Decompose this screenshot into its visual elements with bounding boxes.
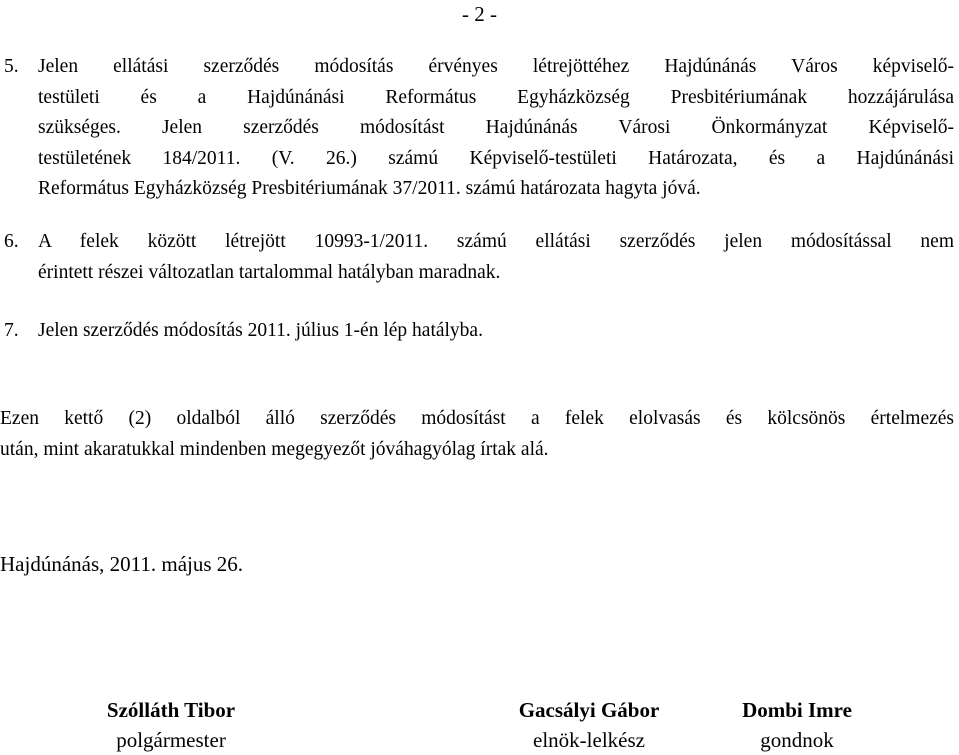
- signature-block: [86, 695, 256, 755]
- signature-block: [494, 695, 684, 755]
- item-number: 6.: [4, 231, 19, 252]
- text-line: érintett részei változatlan tartalommal hatályban maradnak.: [38, 261, 501, 283]
- item-number: 7.: [4, 320, 19, 341]
- signer-role: elnök-lelkész: [533, 728, 645, 752]
- item-text: [38, 227, 954, 288]
- list-item: [4, 316, 954, 347]
- signature-block: [722, 695, 872, 755]
- signer-role: polgármester: [116, 728, 226, 752]
- signer-name: Gacsályi Gábor: [518, 698, 660, 722]
- text-line: Jelen ellátási szerződés módosítás érvényes létrejöttéhez Hajdúnánás Város képviselő-: [38, 56, 954, 77]
- place-date: Hajdúnánás, 2011. május 26.: [0, 552, 244, 576]
- page-number: - 2 -: [462, 2, 497, 26]
- text-line: A felek között létrejött 10993-1/2011. számú ellátási szerződés jelen módosítással nem: [38, 231, 954, 252]
- text-line: Református Egyházközség Presbitériumának 37/2011. számú határozata hagyta jóvá.: [38, 178, 701, 199]
- signer-name: Dombi Imre: [742, 698, 852, 722]
- text-line: testületi és a Hajdúnánási Református Egyházközség Presbitériumának hozzájárulása: [38, 86, 954, 108]
- item-text: [38, 52, 954, 205]
- list-item: [4, 227, 954, 288]
- signer-role: gondnok: [760, 728, 834, 752]
- list-item: [4, 52, 954, 205]
- closing-paragraph: [0, 403, 954, 465]
- text-line: után, mint akaratukkal mindenben megegyezőt jóváhagyólag írtak alá.: [0, 439, 549, 460]
- item-number: 5.: [4, 56, 19, 77]
- text-line: Jelen szerződés módosítás 2011. július 1-én lép hatályba.: [38, 320, 483, 341]
- text-line: szükséges. Jelen szerződés módosítást Hajdúnánás Városi Önkormányzat Képviselő-: [38, 117, 954, 138]
- text-line: Ezen kettő (2) oldalból álló szerződés módosítást a felek elolvasás és kölcsönös értelmezés: [0, 408, 954, 429]
- signer-name: Szólláth Tibor: [106, 698, 236, 722]
- item-text: [38, 316, 954, 347]
- text-line: testületének 184/2011. (V. 26.) számú Képviselő-testületi Határozata, és a Hajdúnánási: [38, 147, 954, 169]
